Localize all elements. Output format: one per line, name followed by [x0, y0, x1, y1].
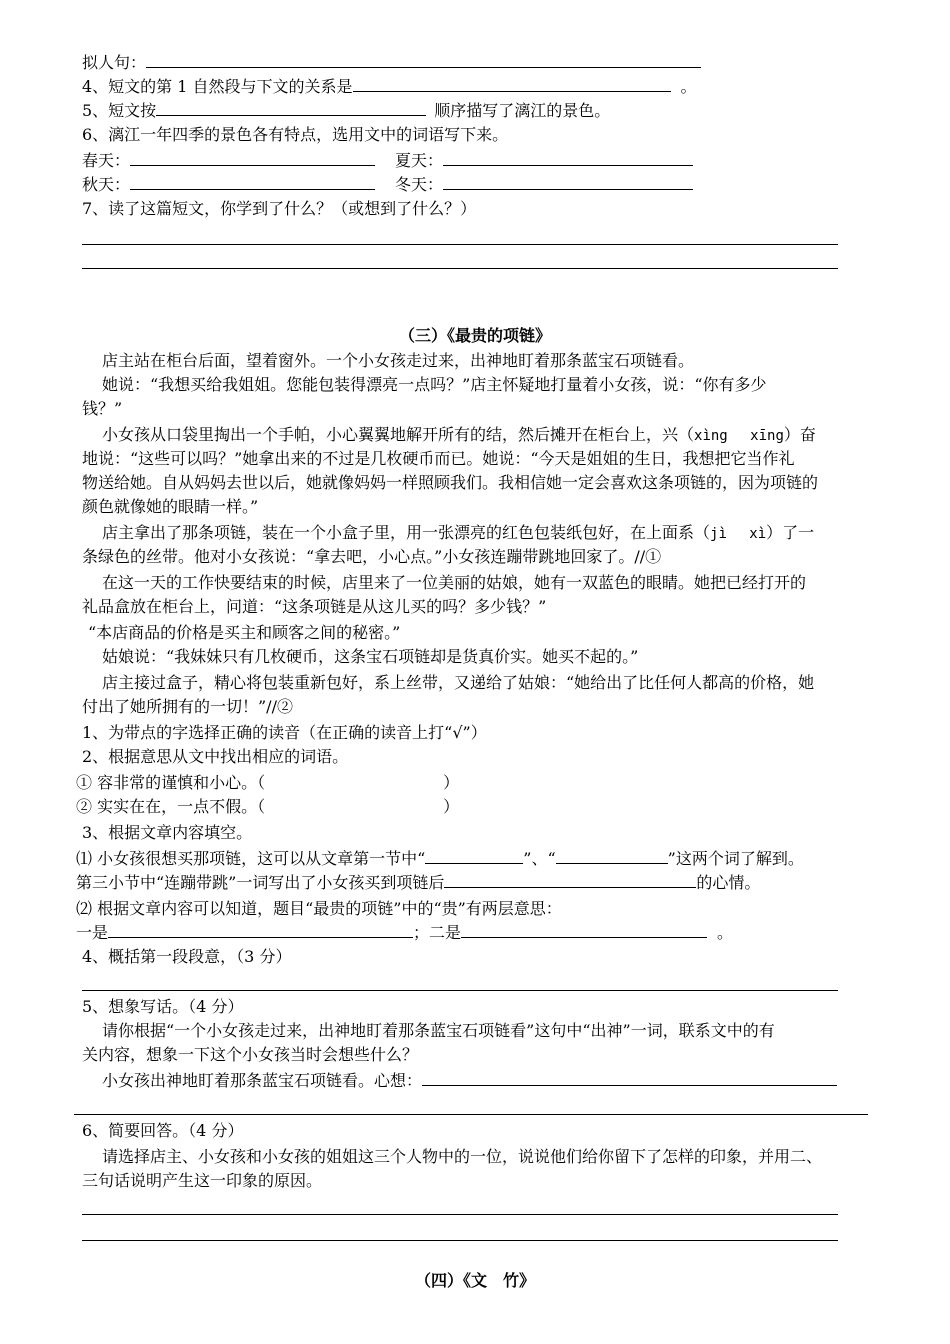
question-1: 1、为带点的字选择正确的读音（在正确的读音上打“√”）: [82, 723, 487, 742]
question-5-prompt-cont: 关内容，想象一下这个小女孩当时会想些什么？: [82, 1045, 419, 1064]
question-5-prompt: 请你根据“一个小女孩走过来，出神地盯着那条蓝宝石项链看”这句中“出神”一词，联系文中的有: [102, 1021, 775, 1040]
q6-line: 6、漓江一年四季的景色各有特点，选用文中的词语写下来。: [82, 125, 509, 144]
question-6-prompt-cont: 三句话说明产生这一印象的原因。: [82, 1171, 323, 1190]
answer-blank[interactable]: [443, 151, 693, 166]
pinyin-options[interactable]: jì xì: [710, 526, 767, 542]
question-3a: ⑴ 小女孩很想买那项链，这可以从文章第一节中“ ”、“ ”这两个词了解到。: [76, 849, 804, 868]
story-para-3-cont: 地说：“这些可以吗？”她拿出来的不过是几枚硬币而已。她说：“今天是姐姐的生日，我想把它当作礼: [82, 449, 795, 468]
story-para-5: 在这一天的工作快要结束的时候，店里来了一位美丽的姑娘，她有一双蓝色的眼睛。她把已经打开的: [102, 573, 807, 592]
answer-rule[interactable]: [82, 1240, 838, 1241]
autumn-winter-line: 秋天： 冬天：: [82, 174, 693, 196]
question-3: 3、根据文章内容填空。: [82, 823, 253, 842]
answer-blank[interactable]: [461, 923, 707, 938]
q5-line: 5、短文按 顺序描写了漓江的景色。: [82, 101, 611, 120]
section-title: （三）《最贵的项链》: [398, 326, 551, 345]
story-para-6: “本店商品的价格是买主和顾客之间的秘密。”: [88, 623, 401, 642]
answer-blank[interactable]: [146, 53, 701, 68]
story-para-4: 店主拿出了那条项链，装在一个小盒子里，用一张漂亮的红色包装纸包好，在上面系（jì xì）了一: [102, 523, 815, 542]
story-para-3: 小女孩从口袋里掏出一个手帕，小心翼翼地解开所有的结，然后摊开在柜台上，兴（xìng xīng）奋: [102, 425, 816, 444]
story-para-5-cont: 礼品盒放在柜台上，问道：“这条项链是从这儿买的吗？多少钱？”: [82, 597, 547, 616]
story-para-1: 店主站在柜台后面，望着窗外。一个小女孩走过来，出神地盯着那条蓝宝石项链看。: [102, 351, 695, 370]
question-5-start: 小女孩出神地盯着那条蓝宝石项链看。心想：: [102, 1070, 837, 1092]
answer-rule[interactable]: [82, 268, 838, 269]
answer-rule[interactable]: [82, 244, 838, 245]
answer-blank[interactable]: [353, 77, 671, 92]
question-2b: ② 实实在在，一点不假。（ ）: [76, 797, 460, 816]
story-para-7: 姑娘说：“我妹妹只有几枚硬币，这条宝石项链却是货真价实。她买不起的。”: [102, 647, 639, 666]
section-title: （四）《文 竹》: [414, 1271, 535, 1290]
story-para-8: 店主接过盒子，精心将包装重新包好，系上丝带，又递给了姑娘：“她给出了比任何人都高的价格，她: [102, 673, 815, 692]
spring-summer-line: 春天： 夏天：: [82, 150, 693, 172]
answer-blank[interactable]: [108, 923, 413, 938]
story-para-4-cont: 条绿色的丝带。他对小女孩说：“拿去吧，小心点。”小女孩连蹦带跳地回家了。//①: [82, 547, 662, 566]
answer-blank[interactable]: [130, 151, 375, 166]
story-para-3-cont: 颜色就像她的眼睛一样。”: [82, 497, 259, 516]
answer-blank[interactable]: [556, 849, 668, 864]
question-6: 6、简要回答。（4 分）: [82, 1121, 244, 1140]
question-2a: ① 容非常的谨慎和小心。（ ）: [76, 773, 460, 792]
q7-line: 7、读了这篇短文，你学到了什么？（或想到了什么？）: [82, 199, 477, 218]
question-3b: 第三小节中“连蹦带跳”一词写出了小女孩买到项链后 的心情。: [76, 873, 761, 892]
pinyin-options[interactable]: xìng xīng: [694, 428, 784, 444]
question-4: 4、概括第一段段意，（3 分）: [82, 947, 292, 966]
question-5: 5、想象写话。（4 分）: [82, 997, 244, 1016]
story-para-3-cont: 物送给她。自从妈妈去世以后，她就像妈妈一样照顾我们。我相信她一定会喜欢这条项链的，因为项链的: [82, 473, 819, 492]
answer-rule[interactable]: [82, 990, 838, 991]
answer-blank[interactable]: [422, 1071, 837, 1086]
answer-blank[interactable]: [156, 101, 426, 116]
answer-blank[interactable]: [444, 873, 696, 888]
answer-blank[interactable]: [130, 175, 375, 190]
q3-personification-line: 拟人句：: [82, 52, 701, 74]
question-3c: ⑵ 根据文章内容可以知道，题目“最贵的项链”中的“贵”有两层意思：: [76, 899, 562, 918]
question-3d: 一是 ；二是 。: [76, 923, 734, 942]
answer-rule[interactable]: [82, 1214, 838, 1215]
answer-blank[interactable]: [425, 849, 523, 864]
story-para-2-cont: 钱？”: [82, 399, 123, 418]
story-para-2: 她说：“我想买给我姐姐。您能包装得漂亮一点吗？”店主怀疑地打量着小女孩，说：“你有多少: [102, 375, 767, 394]
story-para-8-cont: 付出了她所拥有的一切！”//②: [82, 697, 293, 716]
q4-line: 4、短文的第 1 自然段与下文的关系是 。: [82, 77, 697, 96]
answer-blank[interactable]: [443, 175, 693, 190]
answer-rule[interactable]: [74, 1114, 868, 1115]
question-6-prompt: 请选择店主、小女孩和小女孩的姐姐这三个人物中的一位，说说他们给你留下了怎样的印象，并用二、: [102, 1147, 823, 1166]
question-2: 2、根据意思从文中找出相应的词语。: [82, 747, 349, 766]
